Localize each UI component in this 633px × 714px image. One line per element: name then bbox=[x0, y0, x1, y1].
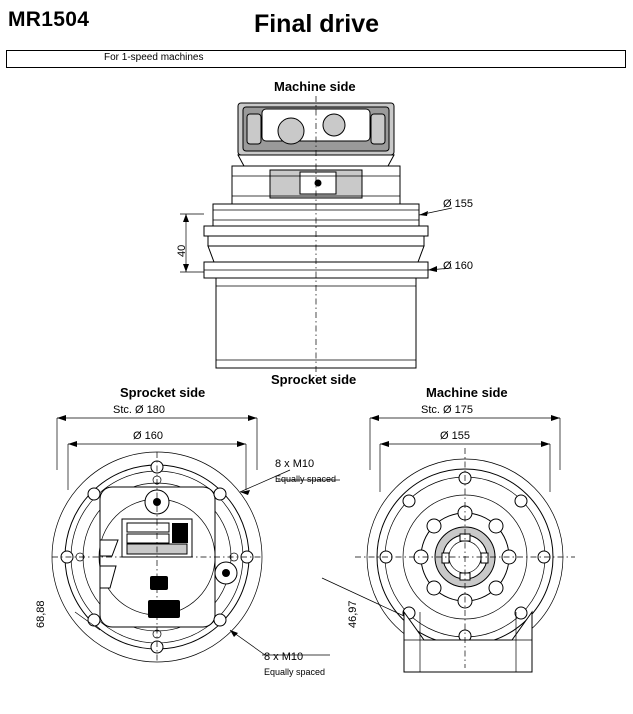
dim-stc175-right: Stc. Ø 175 bbox=[421, 404, 473, 416]
dim-stc180-left: Stc. Ø 180 bbox=[113, 404, 165, 416]
dim-bolts-top-note: Equally spaced bbox=[275, 474, 337, 484]
dim-d160-side: Ø 160 bbox=[443, 260, 473, 272]
dim-bolts-bottom-note: Equally spaced bbox=[264, 667, 326, 677]
caption-sprocket-side-middle: Sprocket side bbox=[271, 372, 357, 387]
model-code: MR1504 bbox=[8, 8, 90, 31]
dim-angle-46-97: 46,97 bbox=[347, 600, 359, 628]
dim-height-40 bbox=[180, 214, 204, 272]
dim-d160-left: Ø 160 bbox=[133, 430, 163, 442]
right-view-machine bbox=[322, 415, 575, 672]
note-bar-text: For 1-speed machines bbox=[104, 52, 204, 63]
page-title: Final drive bbox=[253, 10, 380, 38]
side-view-mid-housing bbox=[232, 166, 400, 204]
dim-h40-side: 40 bbox=[176, 244, 188, 257]
caption-machine-side-right: Machine side bbox=[426, 385, 508, 400]
dim-bolts-bottom: 8 x M10 bbox=[264, 651, 304, 663]
dim-bolts-top: 8 x M10 bbox=[275, 458, 315, 470]
caption-sprocket-side-left: Sprocket side bbox=[120, 385, 206, 400]
left-view-sprocket bbox=[52, 415, 340, 662]
dim-d155-side: Ø 155 bbox=[443, 198, 473, 210]
dim-d155-right: Ø 155 bbox=[440, 430, 470, 442]
caption-machine-side-top: Machine side bbox=[274, 79, 356, 94]
dim-angle-68-88: 68,88 bbox=[35, 600, 47, 628]
